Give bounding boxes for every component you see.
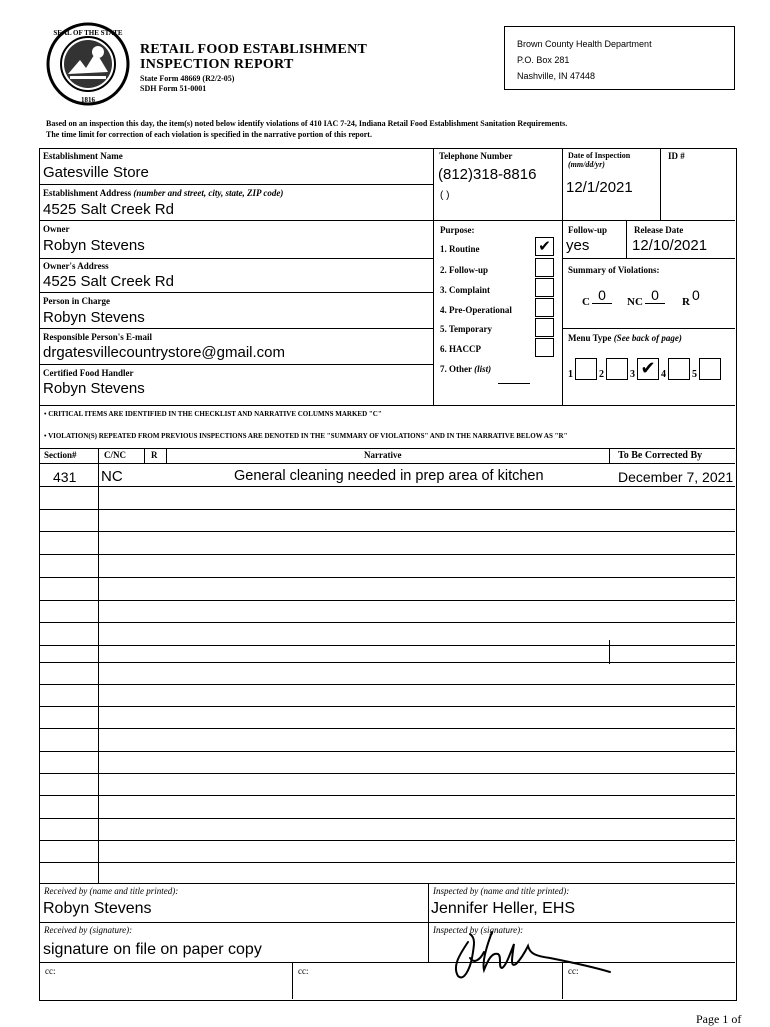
- menu-type-1-label: 1: [568, 369, 573, 380]
- purpose-haccp-label: 6. HACCP: [440, 344, 481, 354]
- repeated-violations-note: • VIOLATION(S) REPEATED FROM PREVIOUS INSPECTIONS ARE DENOTED IN THE "SUMMARY OF VIOLATIONS" AND IN THE NARRATIVE BELOW AS "R": [44, 432, 568, 440]
- establishment-name-label: Establishment Name: [43, 151, 123, 161]
- svg-text:SEAL OF THE STATE: SEAL OF THE STATE: [53, 29, 123, 37]
- inspected-by-field[interactable]: Jennifer Heller, EHS: [431, 900, 576, 917]
- row-section: 431: [53, 469, 77, 485]
- purpose-complaint-checkbox[interactable]: [535, 278, 554, 297]
- cc-field-3-label: cc:: [568, 966, 579, 976]
- purpose-temporary-checkbox[interactable]: [535, 318, 554, 337]
- department-address-box: [504, 26, 735, 90]
- table-header-cnc: C/NC: [104, 450, 126, 460]
- release-date-label: Release Date: [634, 225, 684, 235]
- cc-field-1-label: cc:: [45, 966, 56, 976]
- menu-type-hint: (See back of page): [613, 333, 682, 343]
- table-header-r: R: [151, 450, 158, 460]
- received-signature-label: Received by (signature):: [44, 925, 133, 935]
- owner-field[interactable]: Robyn Stevens: [43, 237, 145, 254]
- person-in-charge-label: Person in Charge: [43, 296, 110, 306]
- table-header-section: Section#: [44, 450, 77, 460]
- row-cnc: NC: [101, 468, 123, 485]
- menu-type-4-checkbox[interactable]: [668, 358, 690, 380]
- state-form-number: State Form 48669 (R2/2-05): [140, 74, 235, 83]
- menu-type-label: Menu Type: [568, 333, 612, 343]
- purpose-label: Purpose:: [440, 225, 475, 235]
- page-number: Page 1 of: [696, 1012, 742, 1026]
- id-number-label: ID #: [668, 151, 685, 161]
- inspector-signature-icon: [440, 924, 620, 990]
- person-in-charge-field[interactable]: Robyn Stevens: [43, 309, 145, 326]
- telephone-field[interactable]: (812)318-8816: [438, 166, 537, 183]
- purpose-other-label: 7. Other: [440, 364, 472, 374]
- purpose-haccp-checkbox[interactable]: [535, 338, 554, 357]
- received-by-field[interactable]: Robyn Stevens: [43, 900, 152, 917]
- release-date-field[interactable]: 12/10/2021: [632, 237, 708, 254]
- table-header-corrected: To Be Corrected By: [618, 450, 703, 461]
- department-name: Brown County Health Department: [517, 39, 652, 49]
- inspection-date-field[interactable]: 12/1/2021: [566, 179, 633, 196]
- purpose-temporary-label: 5. Temporary: [440, 324, 493, 334]
- purpose-routine-label: 1. Routine: [440, 244, 480, 254]
- owner-address-field[interactable]: 4525 Salt Creek Rd: [43, 273, 174, 290]
- department-po-box: P.O. Box 281: [517, 55, 570, 65]
- summary-nc-label: NC: [627, 296, 643, 308]
- received-by-label: Received by (name and title printed):: [44, 886, 179, 896]
- purpose-followup-label: 2. Follow-up: [440, 265, 489, 275]
- establishment-address-hint: (number and street, city, state, ZIP code): [133, 188, 284, 198]
- menu-type-3-checkbox[interactable]: ✔: [637, 358, 659, 380]
- summary-of-violations-label: Summary of Violations:: [568, 265, 660, 275]
- inspected-signature-label: Inspected by (signature):: [433, 925, 524, 935]
- establishment-address-field[interactable]: 4525 Salt Creek Rd: [43, 201, 174, 218]
- row-narrative: General cleaning needed in prep area of kitchen: [234, 468, 544, 484]
- followup-label: Follow-up: [568, 225, 608, 235]
- critical-items-note: • CRITICAL ITEMS ARE IDENTIFIED IN THE CHECKLIST AND NARRATIVE COLUMNS MARKED "C": [44, 410, 382, 418]
- row-corrected: December 7, 2021: [618, 469, 734, 485]
- certified-food-handler-label: Certified Food Handler: [43, 368, 134, 378]
- summary-nc-field[interactable]: 0: [645, 287, 665, 304]
- intro-line2: The time limit for correction of each violation is specified in the narrative portion of this report.: [46, 130, 372, 139]
- summary-r-field[interactable]: 0: [692, 287, 700, 303]
- menu-type-2-label: 2: [599, 369, 604, 380]
- intro-line1: Based on an inspection this day, the item(s) noted below identify violations of 410 IAC 7-24, Indiana Retail Food Establishment Sanitation Requirements.: [46, 119, 568, 128]
- state-seal-icon: [46, 22, 130, 106]
- owner-address-label: Owner's Address: [43, 261, 109, 271]
- menu-type-2-checkbox[interactable]: [606, 358, 628, 380]
- purpose-other-hint: (list): [474, 364, 492, 374]
- menu-type-1-checkbox[interactable]: [575, 358, 597, 380]
- telephone-second-field[interactable]: ( ): [440, 190, 450, 201]
- menu-type-5-label: 5: [692, 369, 697, 380]
- form-title-line1: RETAIL FOOD ESTABLISHMENT: [140, 42, 368, 57]
- menu-type-3-label: 3: [630, 369, 635, 380]
- summary-c-field[interactable]: 0: [592, 287, 612, 304]
- purpose-other-line[interactable]: [498, 383, 530, 384]
- sdh-form-number: SDH Form 51-0001: [140, 84, 207, 93]
- summary-r-label: R: [682, 296, 690, 308]
- table-header-narrative: Narrative: [364, 450, 402, 460]
- department-city: Nashville, IN 47448: [517, 71, 596, 81]
- owner-label: Owner: [43, 224, 70, 234]
- telephone-label: Telephone Number: [439, 151, 513, 161]
- purpose-complaint-label: 3. Complaint: [440, 285, 491, 295]
- form-title-line2: INSPECTION REPORT: [140, 57, 294, 72]
- inspection-date-format: (mm/dd/yr): [568, 160, 605, 169]
- purpose-followup-checkbox[interactable]: [535, 258, 554, 277]
- purpose-preoperational-label: 4. Pre-Operational: [440, 305, 512, 315]
- responsible-email-label: Responsible Person's E-mail: [43, 332, 153, 342]
- received-signature-field[interactable]: signature on file on paper copy: [43, 941, 262, 958]
- establishment-address-label: Establishment Address: [43, 188, 132, 198]
- purpose-routine-checkbox[interactable]: ✔: [535, 237, 554, 256]
- menu-type-5-checkbox[interactable]: [699, 358, 721, 380]
- certified-food-handler-field[interactable]: Robyn Stevens: [43, 380, 145, 397]
- svg-text:1816: 1816: [81, 96, 95, 104]
- cc-field-2-label: cc:: [298, 966, 309, 976]
- followup-field[interactable]: yes: [566, 237, 590, 254]
- establishment-name-field[interactable]: Gatesville Store: [43, 164, 149, 181]
- menu-type-4-label: 4: [661, 369, 666, 380]
- inspection-date-label: Date of Inspection: [568, 151, 631, 160]
- summary-c-label: C: [582, 296, 590, 308]
- purpose-preoperational-checkbox[interactable]: [535, 298, 554, 317]
- inspected-by-label: Inspected by (name and title printed):: [433, 886, 570, 896]
- responsible-email-field[interactable]: drgatesvillecountrystore@gmail.com: [43, 344, 285, 361]
